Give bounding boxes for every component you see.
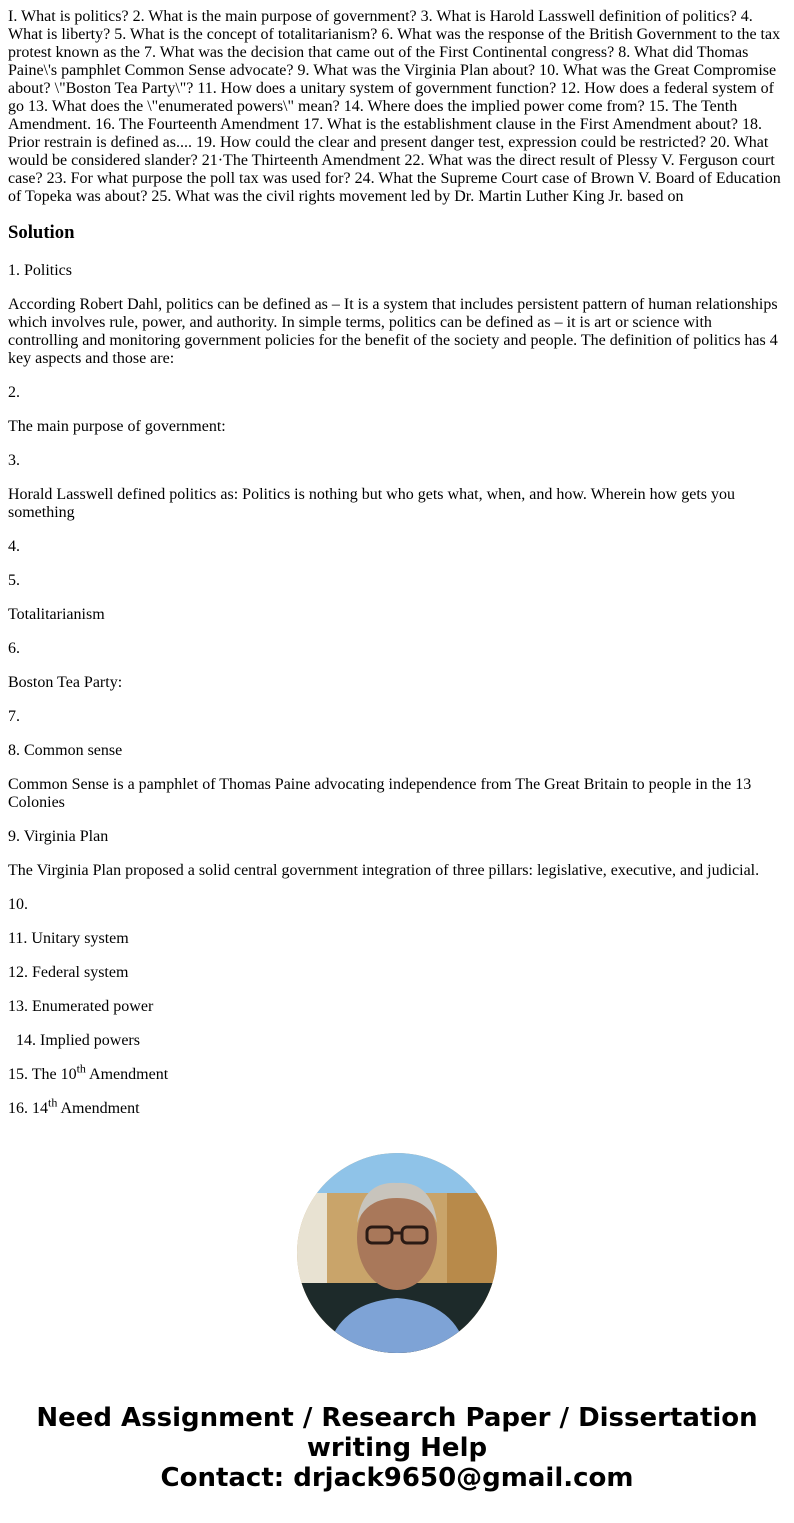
answer-paragraph: 7.	[8, 708, 20, 725]
answer-paragraph: Totalitarianism	[8, 606, 105, 623]
text: 15. The 10	[8, 1066, 77, 1083]
answer-paragraph: Boston Tea Party:	[8, 674, 123, 691]
answer-15	[8, 1061, 786, 1084]
answer-paragraph: 11. Unitary system	[8, 930, 129, 947]
question-text: I. What is politics? 2. What is the main purpose of government? 3. What is Harold Lasswell definition of politics? 4. What is liberty? 5. What is the concept of totalitarianism? 6. What was the response of the British Government to the tax protest known as the 7. What was the decision that came out of the First Continental congress? 8. What did Thomas Paine\'s pamphlet Common Sense advocate? 9. What was the Virginia Plan about? 10. What was the Great Compromise about? \"Boston Tea Party\"? 11. How does a unitary system of government function? 12. How does a federal system of go 13. What does the \"enumerated powers\" mean? 14. Where does the implied power come from? 15. The Tenth Amendment. 16. The Fourteenth Amendment 17. What is the establishment clause in the First Amendment about? 18. Prior restrain is defined as.... 19. How could the clear and present danger test, expression could be restricted? 20. What would be considered slander? 21·The Thirteenth Amendment 22. What was the direct result of Plessy V. Ferguson court case? 23. For what purpose the poll tax was used for? 24. What the Supreme Court case of Brown V. Board of Education of Topeka was about? 25. What was the civil rights movement led by Dr. Martin Luther King Jr. based on	[8, 8, 781, 205]
text: Amendment	[85, 1066, 169, 1083]
superscript: th	[48, 1095, 58, 1110]
answer-paragraph: 4.	[8, 538, 20, 555]
author-avatar	[297, 1153, 497, 1353]
footer-contact	[0, 1403, 794, 1493]
solution-heading: Solution	[8, 222, 75, 243]
answer-paragraph: 2.	[8, 384, 20, 401]
superscript: th	[76, 1061, 86, 1076]
text: 16. 14	[8, 1100, 48, 1117]
document-content	[8, 8, 786, 1122]
answer-paragraph: 14. Implied powers	[16, 1032, 140, 1049]
answer-paragraph: 1. Politics	[8, 262, 73, 279]
footer-line-1: Need Assignment / Research Paper / Dissertation writing Help	[36, 1403, 758, 1463]
answer-paragraph: 10.	[8, 896, 28, 913]
answer-paragraph: 12. Federal system	[8, 964, 129, 981]
answer-paragraph: Common Sense is a pamphlet of Thomas Paine advocating independence from The Great Britain to people in the 13 Colonies	[8, 776, 752, 811]
answer-16	[8, 1095, 786, 1118]
answer-paragraph: The Virginia Plan proposed a solid central government integration of three pillars: legislative, executive, and judicial.	[8, 862, 760, 879]
answer-paragraph: 9. Virginia Plan	[8, 828, 109, 845]
answer-paragraph: 6.	[8, 640, 20, 657]
answer-paragraph: Horald Lasswell defined politics as: Politics is nothing but who gets what, when, and how. Wherein how gets you something	[8, 486, 735, 521]
footer-line-2: Contact: drjack9650@gmail.com	[160, 1463, 634, 1493]
answer-paragraph: The main purpose of government:	[8, 418, 226, 435]
answer-paragraph: 3.	[8, 452, 20, 469]
answer-paragraph: 8. Common sense	[8, 742, 123, 759]
answer-paragraph: 5.	[8, 572, 20, 589]
answer-paragraph: 13. Enumerated power	[8, 998, 154, 1015]
text: Amendment	[57, 1100, 140, 1117]
answer-paragraph: According Robert Dahl, politics can be defined as – It is a system that includes persistent pattern of human relationships which involves rule, power, and authority. In simple terms, politics can be defined as – it is art or science with controlling and monitoring government policies for the benefit of the society and people. The definition of politics has 4 key aspects and those are:	[8, 296, 778, 367]
